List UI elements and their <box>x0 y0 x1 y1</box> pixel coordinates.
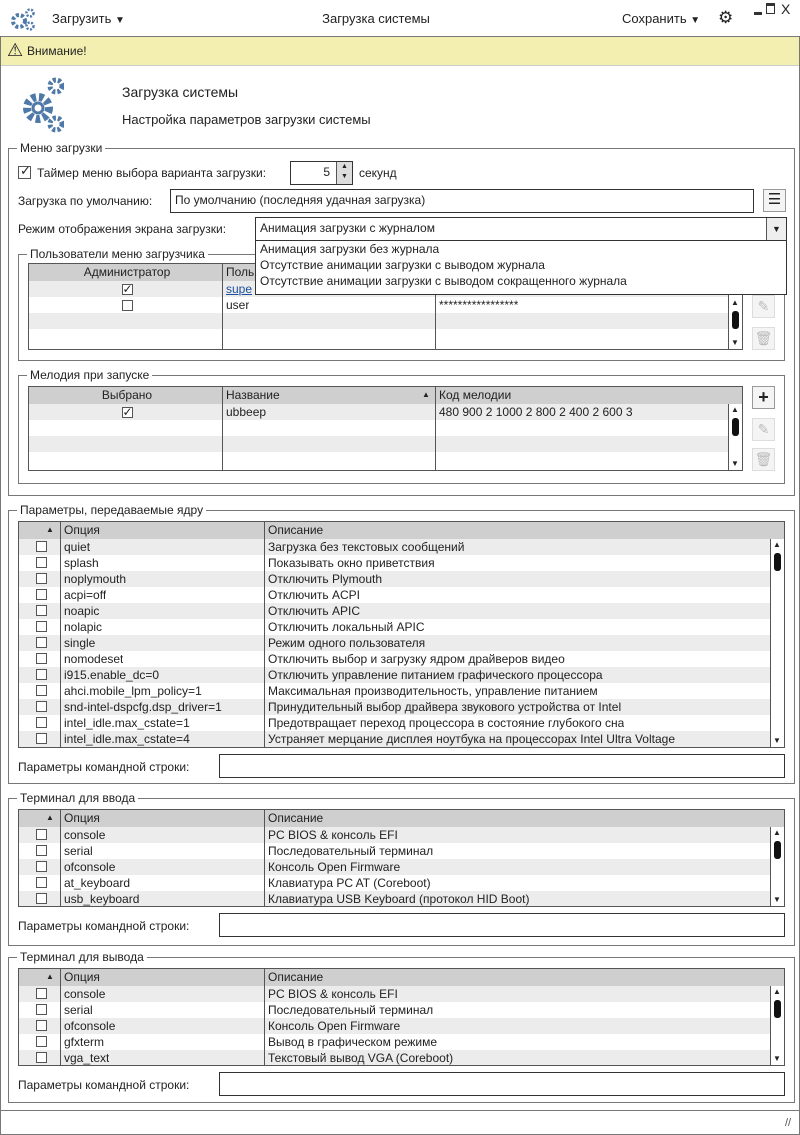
dropdown-option[interactable]: Отсутствие анимации загрузки с выводом сокращенного журнала <box>260 274 627 288</box>
column-divider <box>60 810 61 906</box>
selected-checkbox[interactable] <box>29 404 222 420</box>
checkbox-icon[interactable] <box>122 300 133 311</box>
option-name: splash <box>64 556 99 570</box>
table-row[interactable] <box>19 1050 784 1066</box>
default-boot-field[interactable] <box>170 189 754 213</box>
option-name: nolapic <box>64 620 103 634</box>
option-name: ofconsole <box>64 1019 116 1033</box>
minimize-button[interactable] <box>754 12 762 15</box>
column-header[interactable]: Администратор <box>83 265 171 279</box>
option-name: serial <box>64 1003 93 1017</box>
scrollbar[interactable] <box>728 404 742 470</box>
table-row[interactable] <box>19 539 784 555</box>
option-description: Консоль Open Firmware <box>268 1019 401 1033</box>
delete-user-button[interactable] <box>752 327 775 350</box>
chevron-down-icon[interactable]: ▼ <box>766 218 786 240</box>
option-name: noapic <box>64 604 100 618</box>
table-header <box>19 522 784 539</box>
table-row[interactable] <box>19 859 784 875</box>
option-name: i915.enable_dc=0 <box>64 668 160 682</box>
scroll-thumb[interactable] <box>732 418 739 436</box>
display-mode-select[interactable] <box>255 217 787 241</box>
dropdown-option[interactable]: Анимация загрузки без журнала <box>260 242 440 256</box>
sort-asc-icon[interactable]: ▲ <box>46 972 54 981</box>
row-checkbox[interactable] <box>36 635 47 651</box>
checkbox-icon[interactable] <box>36 589 47 600</box>
checkbox-icon[interactable] <box>36 653 47 664</box>
row-checkbox[interactable] <box>36 555 47 571</box>
page-subtitle: Настройка параметров загрузки системы <box>122 112 371 127</box>
pencil-icon: ✎ <box>757 298 770 314</box>
option-name: noplymouth <box>64 572 127 586</box>
page-title: Загрузка системы <box>122 84 239 100</box>
sort-asc-icon[interactable]: ▲ <box>422 390 430 399</box>
scroll-down-icon[interactable]: ▼ <box>773 736 781 745</box>
row-checkbox[interactable] <box>36 699 47 715</box>
option-name: acpi=off <box>64 588 107 602</box>
hamburger-icon: ☰ <box>767 191 782 208</box>
save-menu-label: Сохранить <box>622 11 687 26</box>
sort-asc-icon[interactable]: ▲ <box>46 525 54 534</box>
table-row[interactable] <box>29 436 742 452</box>
warning-text: Внимание! <box>27 44 87 58</box>
trash-icon: 🗑 <box>754 451 773 467</box>
option-description: Показывать окно приветствия <box>268 556 435 570</box>
kernel-legend: Параметры, передаваемые ядру <box>17 503 206 517</box>
row-checkbox[interactable] <box>36 1050 47 1066</box>
row-checkbox[interactable] <box>36 986 47 1002</box>
table-row[interactable] <box>19 571 784 587</box>
scroll-down-icon[interactable]: ▼ <box>773 895 781 904</box>
option-name: single <box>64 636 96 650</box>
row-checkbox[interactable] <box>36 875 47 891</box>
row-checkbox[interactable] <box>36 587 47 603</box>
column-divider <box>222 264 223 349</box>
option-description: Режим одного пользователя <box>268 636 426 650</box>
checkbox-icon[interactable] <box>36 621 47 632</box>
table-header <box>29 387 742 404</box>
checkbox-checked-icon[interactable]: ✓ <box>122 405 133 420</box>
scrollbar[interactable] <box>770 827 784 906</box>
table-row[interactable] <box>29 313 742 329</box>
table-row[interactable] <box>19 731 784 747</box>
timer-label: Таймер меню выбора варианта загрузки: <box>37 166 267 180</box>
checkbox-checked-icon: ✓ <box>20 163 31 179</box>
table-row[interactable] <box>19 667 784 683</box>
row-checkbox[interactable] <box>36 731 47 747</box>
admin-checkbox[interactable] <box>29 297 222 313</box>
checkbox-icon[interactable] <box>36 893 47 904</box>
caret-down-icon: ▼ <box>114 15 125 26</box>
option-name: usb_keyboard <box>64 892 140 906</box>
option-description: Устраняет мерцание дисплея ноутбука на процессорах Intel Ultra Voltage <box>268 732 675 746</box>
table-row[interactable] <box>19 603 784 619</box>
input-terminal-cmdline-label: Параметры командной строки: <box>18 919 190 933</box>
column-header[interactable]: Описание <box>268 811 324 825</box>
kernel-cmdline-label: Параметры командной строки: <box>18 760 190 774</box>
header-gears-icon <box>22 74 64 136</box>
option-description: PC BIOS & консоль EFI <box>268 828 398 842</box>
column-header[interactable]: Поль <box>226 265 255 279</box>
scroll-down-icon[interactable]: ▼ <box>731 338 739 347</box>
option-description: PC BIOS & консоль EFI <box>268 987 398 1001</box>
column-divider <box>60 969 61 1065</box>
spinner-arrows-icon[interactable]: ▲ ▼ <box>336 162 352 184</box>
edit-melody-button[interactable] <box>752 418 775 441</box>
table-row[interactable] <box>29 329 742 345</box>
table-row[interactable] <box>19 699 784 715</box>
checkbox-icon[interactable] <box>36 845 47 856</box>
checkbox-icon[interactable] <box>36 861 47 872</box>
option-description: Предотвращает переход процессора в состояние глубокого сна <box>268 716 625 730</box>
row-checkbox[interactable] <box>36 667 47 683</box>
scroll-up-icon[interactable]: ▲ <box>731 405 739 414</box>
scroll-thumb[interactable] <box>774 1000 781 1018</box>
option-description: Максимальная производительность, управление питанием <box>268 684 598 698</box>
checkbox-icon[interactable] <box>36 637 47 648</box>
melody-table <box>28 386 743 471</box>
table-row[interactable] <box>19 555 784 571</box>
table-row[interactable] <box>19 1002 784 1018</box>
kernel-cmdline-input[interactable] <box>219 754 785 778</box>
checkbox-icon[interactable] <box>36 701 47 712</box>
input-terminal-table <box>18 809 785 907</box>
maximize-button[interactable] <box>766 3 775 14</box>
scroll-up-icon[interactable]: ▲ <box>773 540 781 549</box>
option-description: Консоль Open Firmware <box>268 860 401 874</box>
timer-spinner[interactable] <box>290 161 353 185</box>
scroll-down-icon[interactable]: ▼ <box>731 459 739 468</box>
scrollbar[interactable] <box>770 986 784 1065</box>
delete-melody-button[interactable] <box>752 448 775 471</box>
checkbox-checked-icon[interactable]: ✓ <box>122 282 133 297</box>
display-mode-label: Режим отображения экрана загрузки: <box>18 222 227 236</box>
display-mode-value: Анимация загрузки с журналом <box>260 221 435 235</box>
scroll-thumb[interactable] <box>774 841 781 859</box>
checkbox-icon[interactable] <box>36 1020 47 1031</box>
row-checkbox[interactable] <box>36 683 47 699</box>
column-header[interactable]: Код мелодии <box>439 388 512 402</box>
checkbox-icon[interactable] <box>36 557 47 568</box>
output-terminal-cmdline-label: Параметры командной строки: <box>18 1078 190 1092</box>
table-row[interactable] <box>29 420 742 436</box>
close-button[interactable]: X <box>781 1 791 17</box>
option-description: Последовательный терминал <box>268 1003 434 1017</box>
option-name: gfxterm <box>64 1035 105 1049</box>
default-boot-value: По умолчанию (последняя удачная загрузка) <box>175 193 426 207</box>
column-header[interactable]: Описание <box>268 523 324 537</box>
input-terminal-cmdline-input[interactable] <box>219 913 785 937</box>
option-description: Отключить выбор и загрузку ядром драйверов видео <box>268 652 565 666</box>
option-description: Принудительный выбор драйвера звукового устройства от Intel <box>268 700 622 714</box>
checkbox-icon[interactable] <box>36 605 47 616</box>
column-header[interactable]: Опция <box>64 970 100 984</box>
sort-asc-icon[interactable]: ▲ <box>46 813 54 822</box>
column-header[interactable]: Выбрано <box>101 388 153 402</box>
checkbox-icon[interactable] <box>36 685 47 696</box>
window-title: Загрузка системы <box>322 11 430 26</box>
option-description: Текстовый вывод VGA (Coreboot) <box>268 1051 454 1065</box>
option-description: Клавиатура PC AT (Coreboot) <box>268 876 431 890</box>
checkbox-icon[interactable] <box>36 1052 47 1063</box>
option-name: nomodeset <box>64 652 124 666</box>
scroll-thumb[interactable] <box>732 311 739 329</box>
timer-checkbox[interactable] <box>18 165 31 179</box>
melody-name: ubbeep <box>226 405 267 419</box>
scroll-thumb[interactable] <box>774 553 781 571</box>
edit-user-button[interactable] <box>752 295 775 318</box>
option-description: Отключить управление питанием графического процессора <box>268 668 603 682</box>
output-terminal-legend: Терминал для вывода <box>17 950 147 964</box>
column-header[interactable]: Опция <box>64 523 100 537</box>
checkbox-icon[interactable] <box>36 1004 47 1015</box>
option-description: Загрузка без текстовых сообщений <box>268 540 465 554</box>
row-checkbox[interactable] <box>36 1034 47 1050</box>
table-row[interactable] <box>19 715 784 731</box>
table-row[interactable] <box>19 1034 784 1050</box>
load-menu-label: Загрузить <box>52 11 112 26</box>
table-header <box>19 810 784 827</box>
table-row[interactable] <box>19 651 784 667</box>
caret-down-icon: ▼ <box>690 15 701 26</box>
timer-value: 5 <box>323 165 330 179</box>
scroll-up-icon[interactable]: ▲ <box>773 828 781 837</box>
row-checkbox[interactable] <box>36 539 47 555</box>
column-divider <box>264 969 265 1065</box>
checkbox-icon[interactable] <box>36 573 47 584</box>
row-checkbox[interactable] <box>36 891 47 907</box>
row-checkbox[interactable] <box>36 859 47 875</box>
table-header <box>19 969 784 986</box>
option-name: intel_idle.max_cstate=1 <box>64 716 190 730</box>
default-boot-label: Загрузка по умолчанию: <box>18 194 153 208</box>
row-checkbox[interactable] <box>36 619 47 635</box>
admin-checkbox[interactable] <box>29 281 222 297</box>
settings-gear-icon[interactable]: ⚙ <box>718 8 734 27</box>
column-divider <box>222 387 223 470</box>
table-row[interactable] <box>19 986 784 1002</box>
checkbox-icon[interactable] <box>36 541 47 552</box>
option-name: intel_idle.max_cstate=4 <box>64 732 190 746</box>
option-name: console <box>64 828 106 842</box>
title-bar <box>0 0 800 37</box>
warning-icon: ⚠ <box>7 40 24 60</box>
table-row[interactable] <box>19 875 784 891</box>
scroll-up-icon[interactable]: ▲ <box>731 298 739 307</box>
scroll-up-icon[interactable]: ▲ <box>773 987 781 996</box>
user-name: supe <box>226 282 253 296</box>
option-description: Отключить Plymouth <box>268 572 383 586</box>
output-terminal-cmdline-input[interactable] <box>219 1072 785 1096</box>
table-row[interactable] <box>29 404 742 420</box>
column-header[interactable]: Название <box>226 388 280 402</box>
option-description: Вывод в графическом режиме <box>268 1035 438 1049</box>
melody-legend: Мелодия при запуске <box>27 368 152 382</box>
option-name: console <box>64 987 106 1001</box>
warning-bar <box>1 37 799 66</box>
default-boot-menu-button[interactable] <box>763 189 786 212</box>
option-name: quiet <box>64 540 91 554</box>
dropdown-option[interactable]: Отсутствие анимации загрузки с выводом журнала <box>260 258 545 272</box>
option-name: at_keyboard <box>64 876 131 890</box>
scrollbar[interactable] <box>770 539 784 747</box>
table-row[interactable] <box>29 452 742 468</box>
timer-unit: секунд <box>359 166 397 180</box>
table-row[interactable] <box>19 683 784 699</box>
checkbox-icon[interactable] <box>36 733 47 744</box>
checkbox-icon[interactable] <box>36 717 47 728</box>
option-description: Отключить APIC <box>268 604 360 618</box>
save-menu[interactable] <box>622 11 700 26</box>
row-checkbox[interactable] <box>36 603 47 619</box>
option-name: snd-intel-dspcfg.dsp_driver=1 <box>64 700 222 714</box>
user-password: ***************** <box>439 298 519 312</box>
option-name: vga_text <box>64 1051 110 1065</box>
column-divider <box>60 522 61 747</box>
option-name: ofconsole <box>64 860 116 874</box>
row-checkbox[interactable] <box>36 827 47 843</box>
scroll-down-icon[interactable]: ▼ <box>773 1054 781 1063</box>
column-divider <box>264 522 265 747</box>
status-bar-divider <box>1 1110 799 1111</box>
row-checkbox[interactable] <box>36 715 47 731</box>
column-header[interactable]: Описание <box>268 970 324 984</box>
boot-menu-legend: Меню загрузки <box>17 141 105 155</box>
option-name: ahci.mobile_lpm_policy=1 <box>64 684 202 698</box>
user-name: user <box>226 298 250 312</box>
option-description: Отключить локальный APIC <box>268 620 425 634</box>
column-divider <box>264 810 265 906</box>
display-mode-dropdown-list <box>255 240 787 295</box>
table-row[interactable] <box>29 297 742 313</box>
checkbox-icon[interactable] <box>36 988 47 999</box>
table-row[interactable] <box>19 587 784 603</box>
table-row[interactable] <box>19 635 784 651</box>
row-checkbox[interactable] <box>36 571 47 587</box>
checkbox-icon[interactable] <box>36 1036 47 1047</box>
row-checkbox[interactable] <box>36 1018 47 1034</box>
users-legend: Пользователи меню загрузчика <box>27 247 208 261</box>
option-name: serial <box>64 844 93 858</box>
resize-grip-icon[interactable]: // <box>785 1117 792 1129</box>
option-description: Отключить ACPI <box>268 588 360 602</box>
add-melody-button[interactable] <box>752 386 775 409</box>
table-row[interactable] <box>19 827 784 843</box>
kernel-params-table <box>18 521 785 748</box>
output-terminal-table <box>18 968 785 1066</box>
option-description: Клавиатура USB Keyboard (протокол HID Boot) <box>268 892 530 906</box>
table-row[interactable] <box>19 891 784 907</box>
input-terminal-legend: Терминал для ввода <box>17 791 138 805</box>
table-row[interactable] <box>19 1018 784 1034</box>
plus-icon: + <box>758 387 769 407</box>
table-row[interactable] <box>19 843 784 859</box>
row-checkbox[interactable] <box>36 1002 47 1018</box>
table-row[interactable] <box>19 619 784 635</box>
column-divider <box>435 387 436 470</box>
option-description: Последовательный терминал <box>268 844 434 858</box>
melody-code: 480 900 2 1000 2 800 2 400 2 600 3 <box>439 405 633 419</box>
row-checkbox[interactable] <box>36 843 47 859</box>
checkbox-icon[interactable] <box>36 669 47 680</box>
column-header[interactable]: Опция <box>64 811 100 825</box>
checkbox-icon[interactable] <box>36 829 47 840</box>
pencil-icon: ✎ <box>757 421 770 437</box>
row-checkbox[interactable] <box>36 651 47 667</box>
checkbox-icon[interactable] <box>36 877 47 888</box>
trash-icon: 🗑 <box>754 330 773 346</box>
